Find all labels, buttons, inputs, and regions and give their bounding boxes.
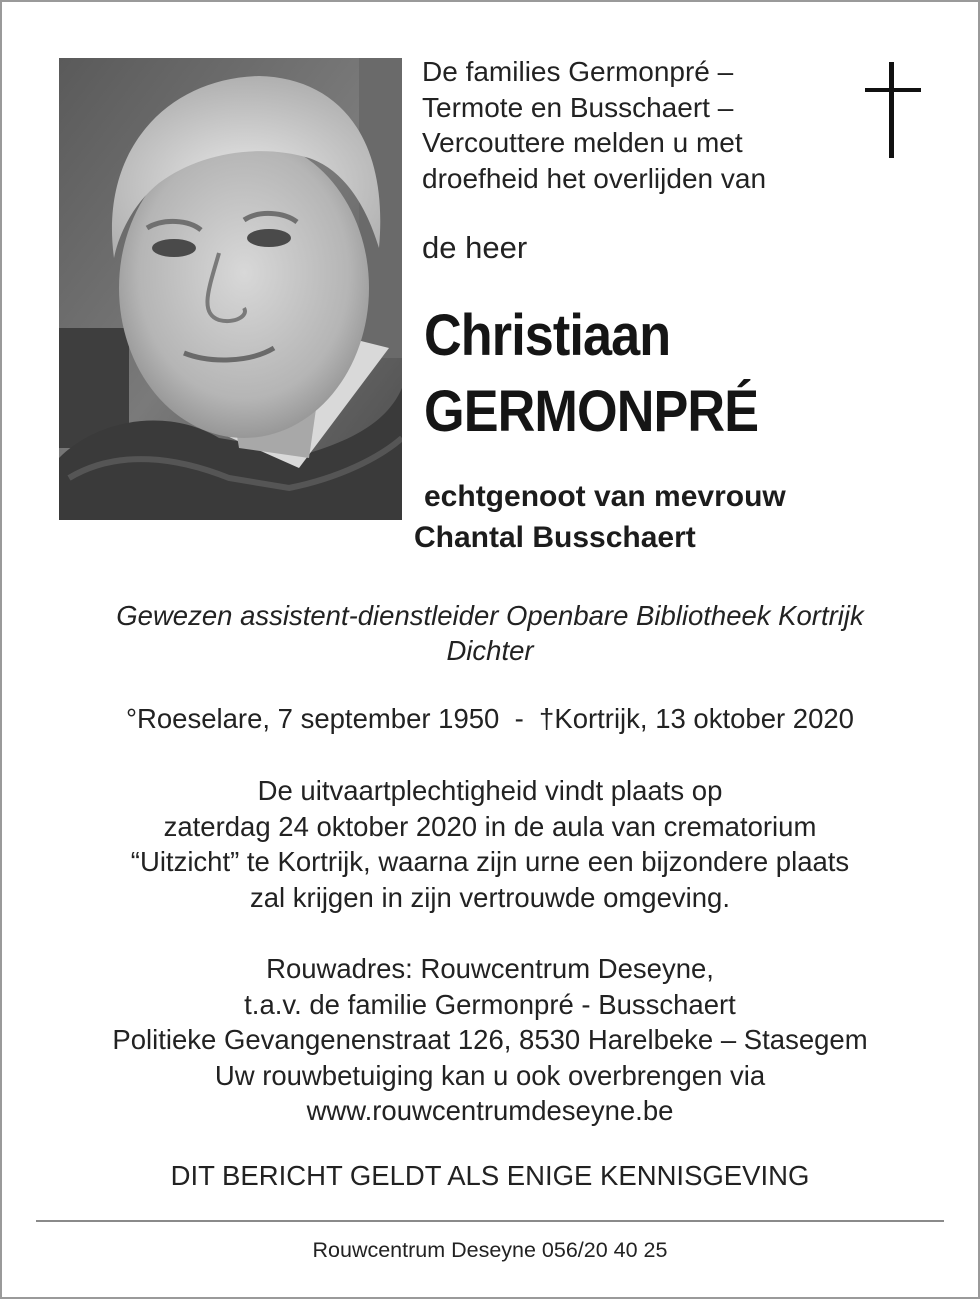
dates-line: °Roeselare, 7 september 1950 - †Kortrijk, 13 oktober 2020	[126, 703, 854, 734]
ceremony-line: zal krijgen in zijn vertrouwde omgeving.	[250, 881, 730, 913]
title-text: de heer	[422, 230, 528, 265]
occupation-line: Gewezen assistent-dienstleider Openbare Bibliotheek Kortrijk	[116, 600, 864, 631]
divider	[36, 1220, 944, 1222]
address-line: Politieke Gevangenenstraat 126, 8530 Harelbeke – Stasegem	[112, 1024, 868, 1055]
deceased-last-name: GERMONPRÉ	[424, 379, 759, 444]
condolence-address	[0, 951, 980, 1129]
deceased-first-name: Christiaan	[424, 303, 671, 368]
spouse-name: Chantal Busschaert	[414, 521, 696, 554]
occupation-line: Dichter	[446, 635, 534, 666]
intro-line: Termote en Busschaert –	[422, 91, 734, 123]
intro-line: Vercouttere melden u met	[422, 127, 743, 158]
intro-line: De families Germonpré –	[422, 56, 734, 87]
address-line: t.a.v. de familie Germonpré - Busschaert	[244, 988, 736, 1020]
intro-line: droefheid het overlijden van	[422, 162, 767, 194]
latin-cross-icon	[860, 60, 926, 160]
address-line: Uw rouwbetuiging kan u ook overbrengen via	[214, 1059, 766, 1091]
ceremony-info	[0, 773, 980, 915]
ceremony-line: “Uitzicht” te Kortrijk, waarna zijn urne een bijzondere plaats	[130, 846, 850, 877]
intro-text	[422, 54, 842, 196]
birth-death-dates	[0, 703, 980, 735]
spouse-line: echtgenoot van mevrouw	[424, 480, 786, 513]
notice-statement: DIT BERICHT GELDT ALS ENIGE KENNISGEVING	[170, 1160, 810, 1191]
ceremony-line: De uitvaartplechtigheid vindt plaats op	[257, 775, 723, 806]
occupation	[0, 598, 980, 668]
address-line: Rouwadres: Rouwcentrum Deseyne,	[266, 953, 714, 984]
funeral-home-contact: Rouwcentrum Deseyne 056/20 40 25	[312, 1238, 668, 1262]
portrait-photo	[59, 58, 402, 520]
website-link[interactable]: www.rouwcentrumdeseyne.be	[306, 1095, 674, 1126]
ceremony-line: zaterdag 24 oktober 2020 in de aula van crematorium	[163, 810, 817, 842]
